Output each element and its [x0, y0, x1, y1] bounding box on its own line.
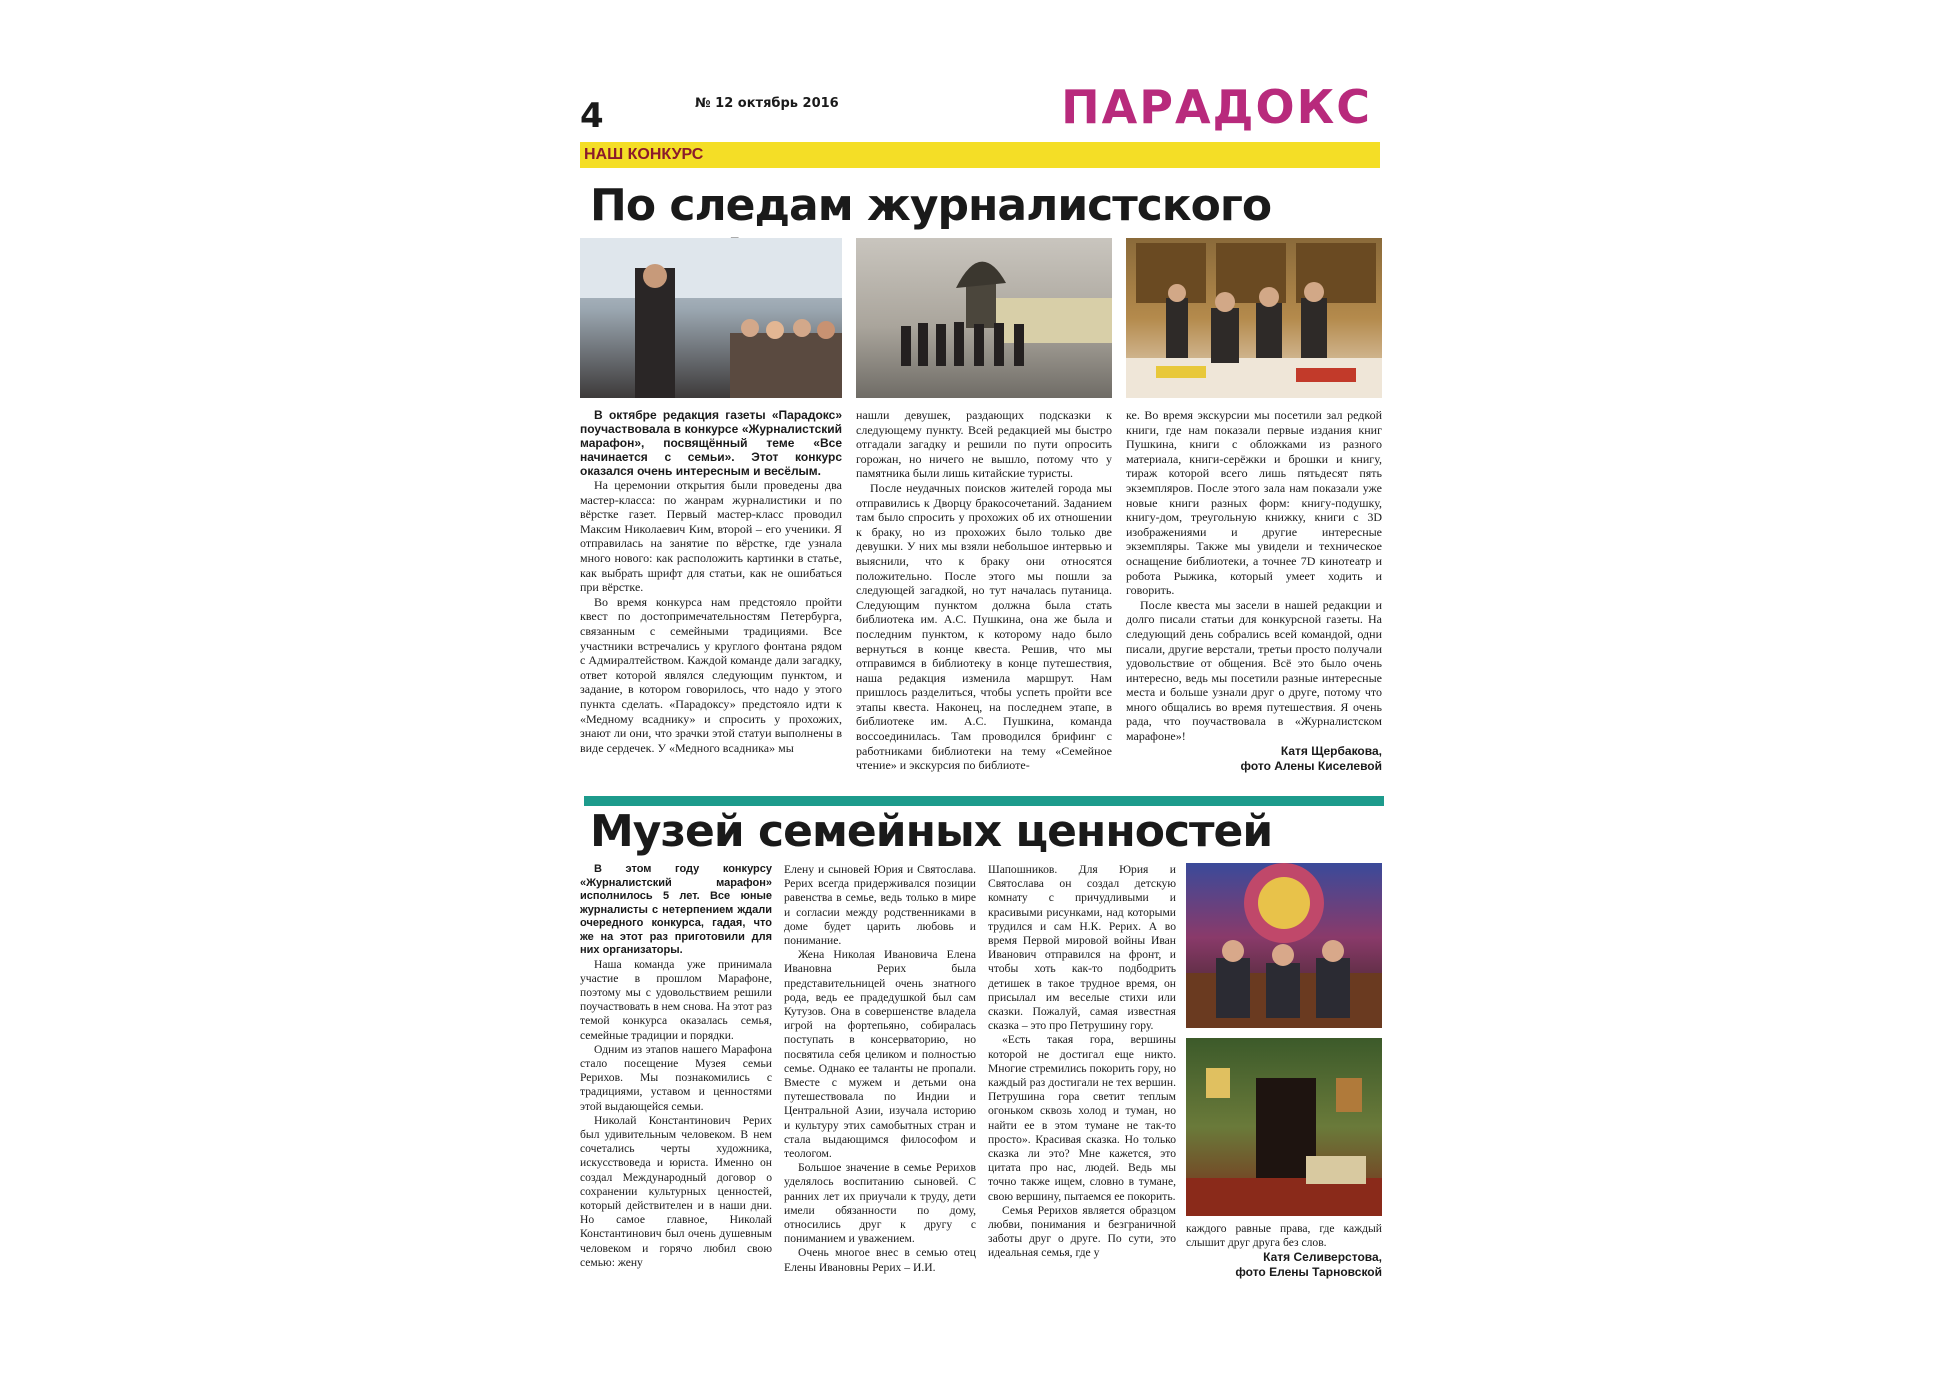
paragraph: На церемонии открытия были проведены два мастер-класса: по жанрам журналистики и по вёрстке газет. Первый мастер-класс проводил Максим Николаевич Ким, второй – его ученики. Я отправилась на занятие по вёрстке, где узнала много нового: как расположить картинки в статье, как выбрать шрифт для статьи, как не ошибаться при вёрстке.	[580, 478, 842, 595]
paragraph: «Есть такая гора, вершины которой не достигал еще никто. Многие стремились покорить гору, но каждый раз достигали не тех вершин. Петрушина гора светит теплым огоньком сквозь холод и туман, но найти ее в этом тумане не так-то просто». Красивая сказка. Но только сказка ли это? Мне кажется, это цитата про нас, людей. Ведь мы точно также ищем, словно в тумане, свою вершину, пытаемся ее покорить.	[988, 1033, 1176, 1203]
paragraph: После квеста мы засели в нашей редакции и долго писали статьи для конкурсной газеты. На следующий день собрались всей командой, одни писали, другие верстали, третьи просто получали удовольствие от общения. Всё это было очень интересно, ведь мы посетили разные интересные места и больше узнали друг о друге, потому что много общались во время путешествия. Я очень рада, что поучаствовала в «Журналистском марафоне»!	[1126, 597, 1382, 744]
paragraph: ке. Во время экскурсии мы посетили зал редкой книги, где нам показали первые издания книг Пушкина, книги с обложками из разного материала, книги-серёжки и брошки и книгу, тираж которой всего лишь пятьдесят пять экземпляров. После этого зала нам показали уже новые книги разных форм: книгу-подушку, книгу-дом, треугольную книжку, книги с 3D изображениями и другие интересные экземпляры. Также мы увидели и техническое оснащение библиотеки, а точнее 7D кинотеатр и робота Рыжика, который умеет ходить и говорить.	[1126, 408, 1382, 598]
paragraph: Наша команда уже принимала участие в прошлом Марафоне, поэтому мы с удовольствием решили поучаствовать в нем снова. На этот раз темой конкурса оказалась семья, семейные традиции и порядки.	[580, 957, 772, 1042]
page-number: 4	[580, 96, 604, 136]
article2-column-1	[580, 863, 772, 1270]
photo-bronze-horseman	[856, 238, 1112, 398]
article1-photo-credit: фото Алены Киселевой	[1240, 758, 1382, 773]
photo-museum-kids	[1186, 863, 1382, 1028]
paragraph: После неудачных поисков жителей города мы отправились к Дворцу бракосочетаний. Заданием там было спросить у прохожих об их отношении к браку, но из прохожих было только две девушки. У них мы взяли небольшое интервью и выяснили, что к браку они относятся положительно. После этого мы пошли за следующей загадкой, но тут началась путаница. Следующим пунктом должна была стать библиотека им. А.С. Пушкина, она же была и последним пунктом, к которому надо было вернуться в конце квеста. Решив, что мы отправимся в библиотеку в конце путешествия, наша редакция изменила маршрут. Нам пришлось разделиться, чтобы успеть пройти все этапы квеста. Наконец, на последнем этапе, в библиотеке им. А.С. Пушкина, команда воссоединилась. Там проводился брифинг с работниками библиотеки на тему «Семейное чтение» и экскурсия по библиоте-	[856, 480, 1112, 773]
paragraph: Большое значение в семье Рерихов уделялось воспитанию сыновей. С ранних лет их приучали к труду, дети имели обязанности по дому, относились друг к другу с пониманием и уважением.	[784, 1161, 976, 1246]
paragraph: Во время конкурса нам предстояло пройти квест по достопримечательностям Петербурга, связанным с семейными традициями. Все участники встречались у круглого фонтана рядом с Адмиралтейством. Каждой команде дали загадку, ответ которой являлся следующим пунктом, и задание, в котором говорилось, что надо у этого пункта сделать. «Парадоксу» предстояло идти к «Медному всаднику» и спросить у прохожих, знают ли они, что зрачки этой статуи выполнены в виде сердечек. У «Медного всадника» мы	[580, 594, 842, 755]
article1-lead: В октябре редакция газеты «Парадокс» поучаствовала в конкурсе «Журналистский марафон», посвящённый теме «Все начинается с семьи». Этот конкурс оказался очень интересным и весёлым.	[580, 408, 842, 478]
paragraph: Жена Николая Ивановича Елена Ивановна Рерих была представительницей очень знатного рода, ведь ее прадедушкой был сам Кутузов. Она в совершенстве владела игрой на фортепьяно, собиралась поступать в консерваторию, но посвятила себя целиком и полностью семье. Однако ее таланты не пропали. Вместе с мужем и детьми она путешествовала по Индии и Центральной Азии, изучала историю и культуру этих самобытных стран и стала выдающимся философом и теологом.	[784, 948, 976, 1161]
newspaper-page	[580, 80, 1380, 1300]
paragraph: Очень многое внес в семью отец Елены Ивановны Рерих – И.И.	[784, 1246, 976, 1274]
paragraph: Одним из этапов нашего Марафона стало посещение Музея семьи Рерихов. Мы познакомились с традициями, уставом и ценностями этой выдающейся семьи.	[580, 1042, 772, 1113]
article1-column-2	[856, 408, 1112, 773]
paragraph: Елену и сыновей Юрия и Святослава. Рерих всегда придерживался позиции равенства в семье, ведь только в мире и согласии между родственниками в доме будет царить любовь и понимание.	[784, 863, 976, 948]
article1-column-1	[580, 408, 842, 755]
article2-column-2	[784, 863, 976, 1275]
article1-title: По следам журналистского	[590, 180, 1272, 231]
photo-museum-room	[1186, 1038, 1382, 1216]
photo-masterclass	[580, 238, 842, 398]
article2-author: Катя Селиверстова,	[1263, 1250, 1382, 1265]
section-divider	[584, 796, 1384, 806]
rubric-label: НАШ КОНКУРС	[584, 146, 704, 163]
article2-photo-credit: фото Елены Тарновской	[1235, 1265, 1382, 1280]
rubric-bar	[580, 142, 1380, 168]
paragraph: Шапошников. Для Юрия и Святослава он создал детскую комнату с причудливыми и красивыми рисунками, над которыми трудился и сам Н.К. Рерих. А во время Первой мировой войны Иван Иванович отправился на фронт, и чтобы хоть как-то подбодрить детишек в такое трудное время, он присылал им веселые стихи или сказки. Пожалуй, самая известная сказка – это про Петрушину гору.	[988, 863, 1176, 1033]
article2-title: Музей семейных ценностей	[590, 806, 1273, 857]
paragraph: каждого равные права, где каждый слышит друг друга без слов.	[1186, 1222, 1382, 1250]
paragraph: нашли девушек, раздающих подсказки к следующему пункту. Всей редакцией мы быстро отгадали загадку и решили по пути опросить горожан, но ничего не вышло, потому что у памятника были лишь китайские туристы.	[856, 408, 1112, 481]
article1-author: Катя Щербакова,	[1280, 743, 1382, 758]
issue-info: № 12 октябрь 2016	[695, 96, 839, 111]
photo-library	[1126, 238, 1382, 398]
paragraph: Семья Рерихов является образцом любви, понимания и безграничной заботы друг о друге. По сути, это идеальная семья, где у	[988, 1203, 1176, 1260]
article2-column-4	[1186, 1222, 1382, 1280]
article2-column-3	[988, 863, 1176, 1261]
paragraph: Николай Константинович Рерих был удивительным человеком. В нем сочетались черты художника, искусствоведа и юриста. Именно он создал Международный договор о сохранении культурных ценностей, который действителен и в наши дни. Но самое главное, Николай Константинович был очень душевным человеком и горячо любил свою семью: жену	[580, 1113, 772, 1269]
paradox-logo: ПАРАДОКС	[1061, 80, 1372, 134]
article2-lead: В этом году конкурсу «Журналистский марафон» исполнилось 5 лет. Все юные журналисты с нетерпением ждали очередного конкурса, гадая, что же на этот раз приготовили для них организаторы.	[580, 863, 772, 956]
article1-column-3	[1126, 408, 1382, 774]
